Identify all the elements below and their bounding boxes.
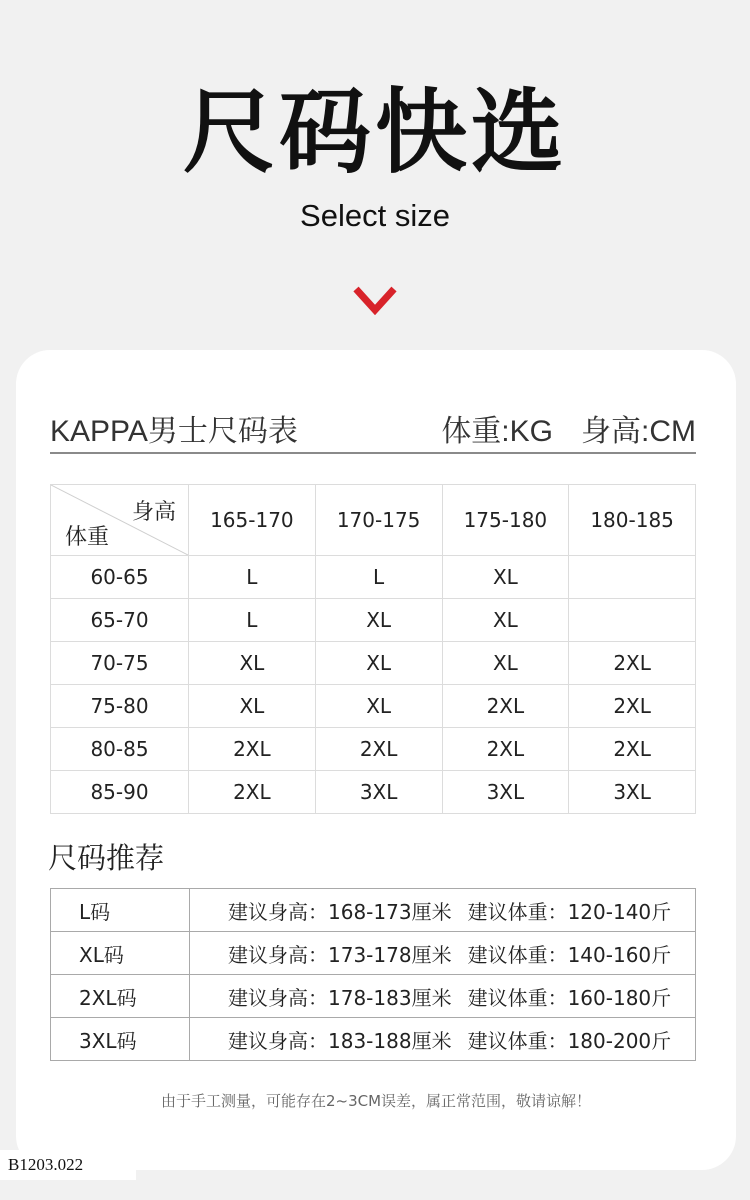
weight-unit: 体重:KG: [441, 415, 553, 448]
size-cell: 2XL: [315, 728, 442, 771]
recommend-size: L码: [51, 889, 190, 932]
recommend-weight: 建议体重：120-140斤: [467, 899, 672, 924]
height-column-header: 170-175: [315, 485, 442, 556]
corner-weight-label: 体重: [65, 525, 110, 550]
weight-cell: 60-65: [51, 556, 189, 599]
weight-cell: 65-70: [51, 599, 189, 642]
size-cell: 2XL: [189, 771, 316, 814]
table-row: [51, 728, 696, 771]
size-cell: 2XL: [442, 685, 569, 728]
table-row: [51, 642, 696, 685]
size-cell: L: [189, 599, 316, 642]
height-column-header: 180-185: [569, 485, 696, 556]
page-title: 尺码快选: [182, 79, 567, 186]
recommend-table: [50, 888, 696, 1061]
table-row: [51, 889, 696, 932]
size-cell: 2XL: [189, 728, 316, 771]
size-cell: XL: [189, 642, 316, 685]
table-row: [51, 975, 696, 1018]
size-cell: 3XL: [569, 771, 696, 814]
corner-cell: [51, 485, 189, 556]
size-cell: 2XL: [569, 728, 696, 771]
size-cell: XL: [315, 599, 442, 642]
recommend-detail: [190, 932, 696, 975]
height-column-header: 175-180: [442, 485, 569, 556]
recommend-weight: 建议体重：180-200斤: [467, 1028, 672, 1053]
recommend-title: 尺码推荐: [48, 841, 165, 875]
size-cell: L: [315, 556, 442, 599]
recommend-size: 2XL码: [51, 975, 190, 1018]
recommend-height: 建议身高：168-173厘米: [228, 899, 452, 924]
chart-header: [50, 402, 696, 454]
weight-cell: 85-90: [51, 771, 189, 814]
size-cell: 2XL: [442, 728, 569, 771]
size-cell: XL: [442, 599, 569, 642]
unit-labels: [441, 406, 696, 450]
recommend-size: XL码: [51, 932, 190, 975]
table-row: [51, 932, 696, 975]
table-row: [51, 599, 696, 642]
recommend-detail: [190, 889, 696, 932]
corner-height-label: 身高: [131, 500, 176, 525]
size-cell: XL: [189, 685, 316, 728]
sku-label: B1203.022: [0, 1150, 136, 1180]
table-header-row: [51, 485, 696, 556]
table-row: [51, 685, 696, 728]
height-unit: 身高:CM: [581, 415, 696, 448]
recommend-weight: 建议体重：140-160斤: [467, 942, 672, 967]
size-cell: XL: [442, 556, 569, 599]
size-cell: 3XL: [442, 771, 569, 814]
recommend-detail: [190, 975, 696, 1018]
size-card: [16, 350, 736, 1170]
size-cell: XL: [315, 685, 442, 728]
size-chart-table: [50, 484, 696, 814]
chart-title: KAPPA男士尺码表: [50, 415, 298, 448]
height-column-header: 165-170: [189, 485, 316, 556]
recommend-size: 3XL码: [51, 1018, 190, 1061]
table-row: [51, 1018, 696, 1061]
size-cell: 3XL: [315, 771, 442, 814]
size-cell: [569, 556, 696, 599]
size-cell: XL: [315, 642, 442, 685]
recommend-weight: 建议体重：160-180斤: [467, 985, 672, 1010]
table-row: [51, 771, 696, 814]
recommend-height: 建议身高：173-178厘米: [228, 942, 452, 967]
recommend-detail: [190, 1018, 696, 1061]
size-cell: 2XL: [569, 685, 696, 728]
recommend-height: 建议身高：183-188厘米: [228, 1028, 452, 1053]
page-subtitle: Select size: [300, 198, 450, 233]
size-cell: L: [189, 556, 316, 599]
table-row: [51, 556, 696, 599]
measurement-note: 由于手工测量，可能存在2~3CM误差，属正常范围，敬请谅解！: [160, 1092, 592, 1110]
size-cell: 2XL: [569, 642, 696, 685]
weight-cell: 75-80: [51, 685, 189, 728]
size-cell: [569, 599, 696, 642]
recommend-height: 建议身高：178-183厘米: [228, 985, 452, 1010]
weight-cell: 70-75: [51, 642, 189, 685]
chevron-down-icon: [352, 285, 398, 315]
size-cell: XL: [442, 642, 569, 685]
weight-cell: 80-85: [51, 728, 189, 771]
